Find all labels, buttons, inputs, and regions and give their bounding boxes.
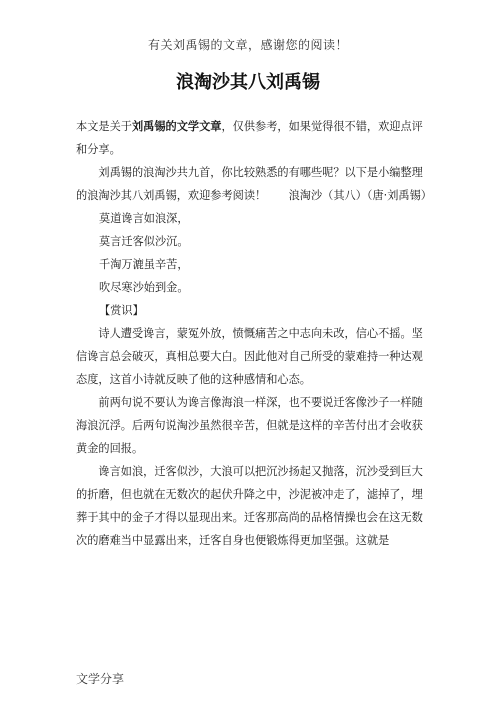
article-body [76, 115, 432, 552]
body-paragraph: 谗言如浪，迁客似沙，大浪可以把沉沙扬起又抛落，沉沙受到巨大的折磨，但也就在无数次的起伏升降之中，沙泥被冲走了，滤掉了，埋葬于其中的金子才得以显现出来。迁客那高尚的品格情操也会在这无数次的磨难当中显露出来，迁客自身也便锻炼得更加坚强。这就是 [76, 465, 423, 547]
poem-line: 吹尽寒沙始到金。 [99, 281, 189, 294]
section-heading: 【赏识】 [99, 304, 144, 317]
intro-text: 本文是关于 [76, 120, 132, 133]
page-title: 浪淘沙其八刘禹锡 [176, 72, 320, 93]
poem-line: 莫道谗言如浪深， [99, 212, 189, 225]
poem-line: 莫言迁客似沙沉。 [99, 235, 189, 248]
intro-paragraph [76, 115, 432, 161]
intro-bold-text: 刘禹锡的文学文章 [131, 120, 222, 133]
intro-text-end: ，仅供参考，如果觉得很不错，欢迎点评和分享。 [76, 120, 423, 156]
poem-line: 千淘万漉虽辛苦， [99, 258, 189, 271]
page-footer: 文学分享 [76, 672, 125, 686]
page-header: 有关刘禹锡的文章，感谢您的阅读！ [147, 38, 348, 52]
body-paragraph: 前两句说不要认为谗言像海浪一样深，也不要说迁客像沙子一样随海浪沉浮。后两句说淘沙虽然很辛苦，但就是这样的辛苦付出才会收获黄金的回报。 [76, 396, 423, 455]
paragraph-intro-poem: 刘禹锡的浪淘沙共九首，你比较熟悉的有哪些呢？以下是小编整理的浪淘沙其八刘禹锡，欢迎参考阅读！ 浪淘沙（其八）（唐·刘禹锡） [76, 166, 432, 202]
body-paragraph: 诗人遭受谗言，蒙冤外放，愤慨痛苦之中志向未改，信心不摇。坚信谗言总会破灭，真相总要大白。因此他对自己所受的蒙难持一种达观态度，这首小诗就反映了他的这种感情和心态。 [76, 327, 423, 386]
